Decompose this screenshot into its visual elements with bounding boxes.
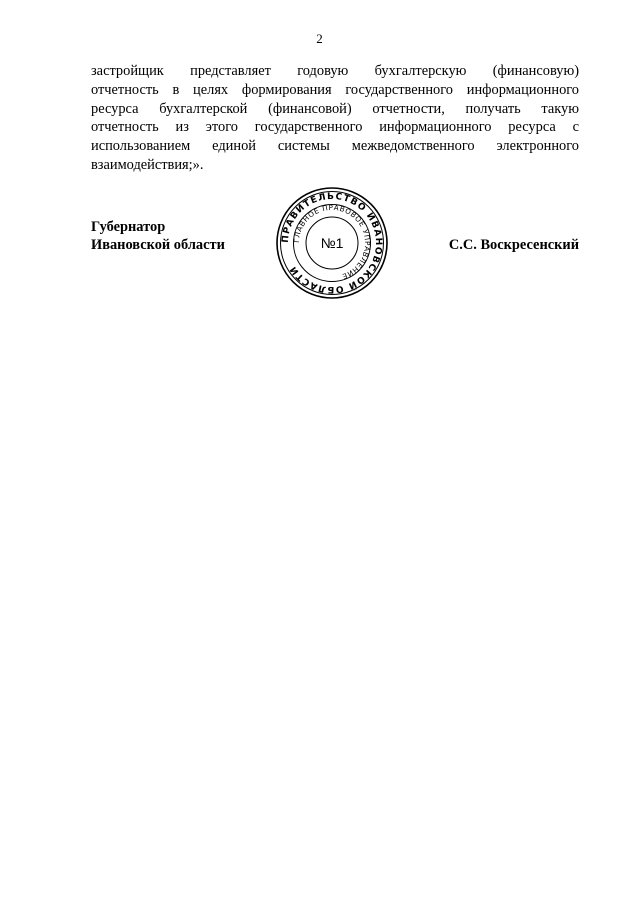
body-line: застройщик представляет годовую бухгалтерскую (финансовую) <box>91 63 579 79</box>
official-seal <box>275 186 389 300</box>
page-number: 2 <box>316 31 323 46</box>
seal-outer-textpath: ПРАВИТЕЛЬСТВО ИВАНОВСКОЙ ОБЛАСТИ <box>280 191 384 295</box>
body-line: ресурса бухгалтерской (финансовой) отчетности, получать такую <box>91 100 579 117</box>
body-line: взаимодействия;». <box>91 156 204 173</box>
signatory-title-line: Ивановской области <box>91 237 225 253</box>
body-line: отчетность из этого государственного информационного ресурса с <box>91 119 579 136</box>
seal-inner-textpath: ГЛАВНОЕ ПРАВОВОЕ УПРАВЛЕНИЕ <box>291 202 373 282</box>
signatory-name: С.С. Воскресенский <box>448 237 579 253</box>
body-paragraph <box>91 62 579 175</box>
body-line: отчетность в целях формирования государственного информационного <box>91 81 579 98</box>
signatory-title-line: Губернатор <box>91 219 166 235</box>
body-line: использованием единой системы межведомственного электронного <box>91 138 579 155</box>
seal-number: №1 <box>320 235 344 251</box>
signatory-title <box>91 218 225 254</box>
